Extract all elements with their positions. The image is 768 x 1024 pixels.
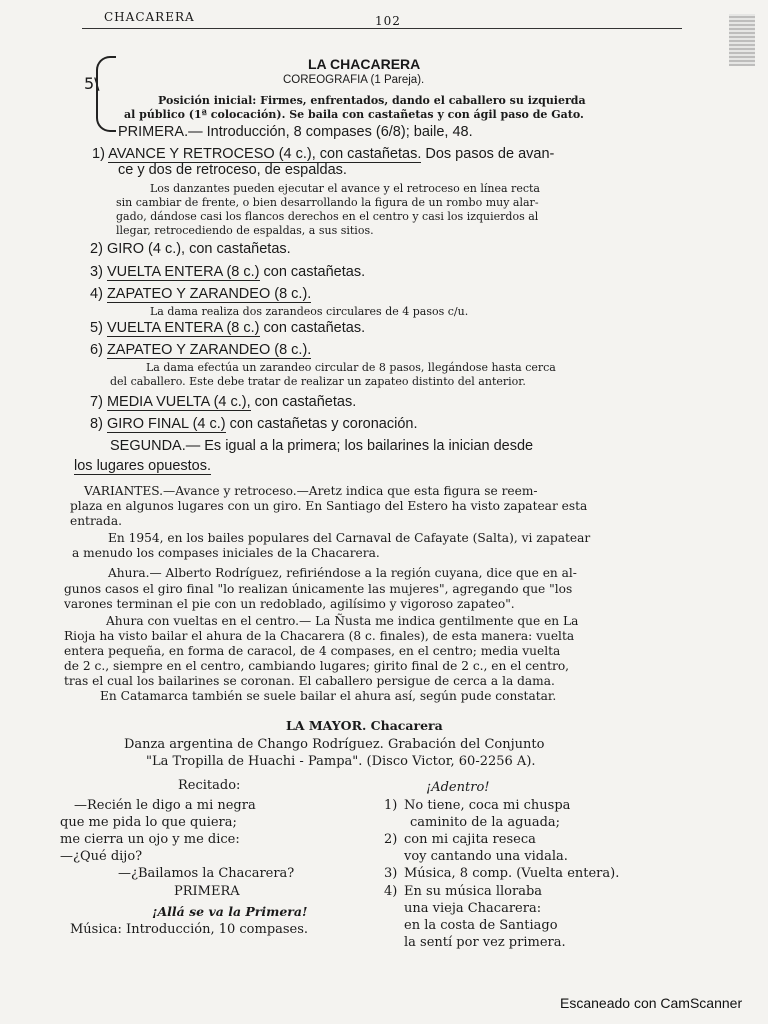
step-2-text: GIRO (4 c.), con castañetas. [106,241,291,257]
variantes-line-10: Rioja ha visto bailar el ahura de la Chacarera (8 c. finales), de esta manera: vuelta [64,629,575,643]
verse-4-line-4: la sentí por vez primera. [404,935,566,950]
verse-3-line-1: Música, 8 comp. (Vuelta entera). [404,866,620,881]
step-5-rest: con castañetas. [259,320,366,336]
intro-line-2: al público (1ª colocación). Se baila con castañetas y con ágil paso de Gato. [124,108,584,121]
step-3 [90,264,365,280]
verse-4-line-2: una vieja Chacarera: [404,901,542,916]
verse-1-number: 1) [384,798,398,813]
verse-1-line-1: No tiene, coca mi chuspa [404,798,571,813]
variantes-line-5: a menudo los compases iniciales de la Chacarera. [72,546,380,560]
recitado-line-4: —¿Qué dijo? [60,849,143,864]
variantes-line-1: VARIANTES.—Avance y retroceso.—Aretz indica que esta figura se reem- [84,484,538,498]
step-2 [90,241,291,257]
section-title: LA CHACARERA [308,56,421,72]
segunda-line-1: SEGUNDA.— Es igual a la primera; los bailarines la inician desde [110,438,534,454]
alla-line: ¡Allá se va la Primera! [152,904,308,919]
step-5 [90,320,365,336]
step-1-note-1: Los danzantes pueden ejecutar el avance y el retroceso en línea recta [150,182,540,195]
step-1-title: AVANCE Y RETROCESO (4 c.), con castañetas. [108,146,422,162]
step-6-note-1: La dama efectúa un zarandeo circular de 8 pasos, llegándose hasta cerca [146,361,556,374]
recitado-label: Recitado: [178,778,241,793]
step-5-title: VUELTA ENTERA (8 c.) [106,320,260,336]
variantes-line-14: En Catamarca también se suele bailar el ahura así, según pude constatar. [100,689,557,703]
verse-4-number: 4) [384,884,398,899]
verse-4-line-3: en la costa de Santiago [404,918,558,933]
variantes-line-12: de 2 c., siempre en el centro, cambiando lugares; girito final de 2 c., en el centro, [64,659,570,673]
step-7 [90,394,356,410]
step-1-note-3: gado, dándose casi los flancos derechos en el centro y casi los izquierdos al [116,210,539,223]
variantes-line-6: Ahura.— Alberto Rodríguez, refiriéndose a la región cuyana, dice que en al- [108,566,577,580]
step-8 [90,416,417,432]
step-2-number: 2) [90,241,103,257]
step-1-rest: Dos pasos de avan- [421,146,555,162]
segunda-line-2: los lugares opuestos. [74,458,212,474]
variantes-line-8: varones terminan el pie con un redoblado, agilísimo y vigoroso zapateo". [64,597,515,611]
verse-4-line-1: En su música lloraba [404,884,543,899]
running-head: CHACARERA [104,10,195,24]
adentro-label: ¡Adentro! [426,780,490,795]
header-rule [82,28,682,29]
step-6-number: 6) [90,342,103,358]
verse-3-number: 3) [384,866,398,881]
step-8-title: GIRO FINAL (4 c.) [106,416,226,432]
variantes-line-3: entrada. [70,514,122,528]
step-7-rest: con castañetas. [250,394,357,410]
step-1-note-4: llegar, retrocediendo de espaldas, a sus sitios. [116,224,374,237]
step-4-note: La dama realiza dos zarandeos circulares de 4 pasos c/u. [150,305,469,318]
recitado-line-2: que me pida lo que quiera; [60,815,237,830]
musica-line: Música: Introducción, 10 compases. [70,922,309,937]
recitado-line-1: —Recién le digo a mi negra [74,798,256,813]
variantes-line-9: Ahura con vueltas en el centro.— La Ñusta me indica gentilmente que en La [106,614,579,628]
la-mayor-credit-2: "La Tropilla de Huachi - Pampa". (Disco Victor, 60-2256 A). [146,754,536,769]
step-6-title: ZAPATEO Y ZARANDEO (8 c.). [106,342,312,358]
step-1-note-2: sin cambiar de frente, o bien desarrollando la figura de un rombo muy alar- [116,196,539,209]
page-number: 102 [375,14,401,28]
step-8-number: 8) [90,416,103,432]
step-4-number: 4) [90,286,103,302]
handwritten-brace [96,56,116,132]
step-1 [92,146,554,162]
step-1-line-2: ce y dos de retroceso, de espaldas. [118,162,347,178]
step-1-number: 1) [92,146,105,162]
verse-2-line-2: voy cantando una vidala. [404,849,568,864]
step-8-rest: con castañetas y coronación. [225,416,418,432]
verse-1-line-2: caminito de la aguada; [410,815,561,830]
step-7-title: MEDIA VUELTA (4 c.), [106,394,251,410]
recitado-line-5: —¿Bailamos la Chacarera? [118,866,295,881]
section-subtitle: COREOGRAFIA (1 Pareja). [283,74,425,86]
step-3-rest: con castañetas. [259,264,366,280]
variantes-line-13: tras el cual los bailarines se coronan. El caballero persigue de cerca a la dama. [64,674,555,688]
la-mayor-title: LA MAYOR. Chacarera [286,718,443,733]
scan-artifact [729,14,755,66]
step-3-number: 3) [90,264,103,280]
primera-heading: PRIMERA.— Introducción, 8 compases (6/8); baile, 48. [118,124,473,140]
la-mayor-credit-1: Danza argentina de Chango Rodríguez. Grabación del Conjunto [124,737,545,752]
variantes-line-2: plaza en algunos lugares con un giro. En Santiago del Estero ha visto zapatear esta [70,499,588,513]
variantes-line-4: En 1954, en los bailes populares del Carnaval de Cafayate (Salta), vi zapatear [108,531,591,545]
intro-line-1: Posición inicial: Firmes, enfrentados, dando el caballero su izquierda [158,94,586,107]
step-6-note-2: del caballero. Este debe tratar de realizar un zapateo distinto del anterior. [110,375,526,388]
variantes-line-7: gunos casos el giro final "lo realizan únicamente las mujeres", agregando que "los [64,582,573,596]
step-6 [90,342,311,358]
step-7-number: 7) [90,394,103,410]
primera-label: PRIMERA [174,884,240,899]
step-4-title: ZAPATEO Y ZARANDEO (8 c.). [106,286,312,302]
step-5-number: 5) [90,320,103,336]
step-4 [90,286,311,302]
recitado-line-3: me cierra un ojo y me dice: [60,832,240,847]
step-3-title: VUELTA ENTERA (8 c.) [106,264,260,280]
verse-2-line-1: con mi cajita reseca [404,832,536,847]
margin-mark: 5\ [84,74,100,93]
scanner-credit: Escaneado con CamScanner [560,995,743,1011]
variantes-line-11: entera pequeña, en forma de caracol, de 4 compases, en el centro; media vuelta [64,644,561,658]
verse-2-number: 2) [384,832,398,847]
